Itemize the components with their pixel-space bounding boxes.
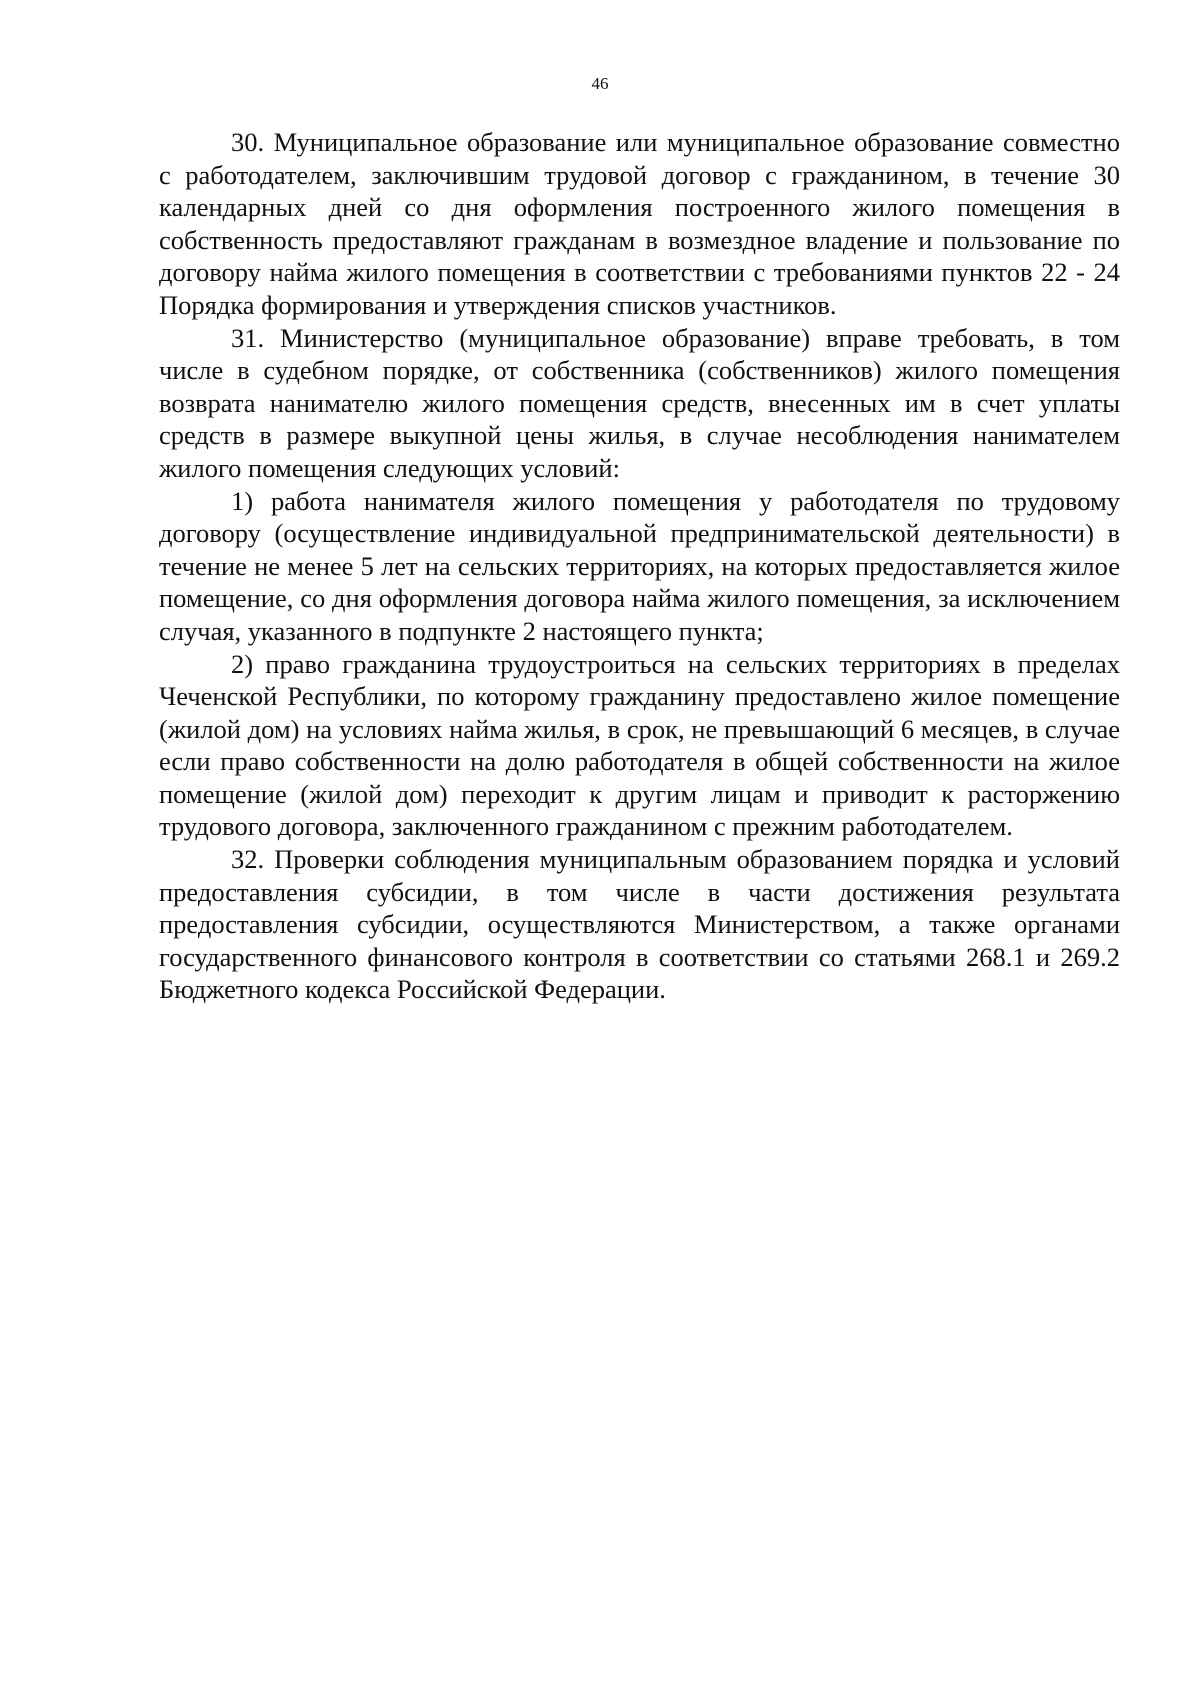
paragraph-31-subitem-1: 1) работа нанимателя жилого помещения у работодателя по трудовому договору (осуществление индивидуальной предпринимательской деятельности) в течение не менее 5 лет на сельских территориях, на которых предоставляется жилое помещение, со дня оформления договора найма жилого помещения, за исключением случая, указанного в подпункте 2 настоящего пункта; [159,485,1120,646]
paragraph-30: 30. Муниципальное образование или муниципальное образование совместно с работодателем, заключившим трудовой договор с гражданином, в течение 30 календарных дней со дня оформления построенного жилого помещения в собственность предоставляют гражданам в возмездное владение и пользование по договору найма жилого помещения в соответствии с требованиями пунктов 22 - 24 Порядка формирования и утверждения списков участников. [159,127,1120,320]
paragraph-31: 31. Министерство (муниципальное образование) вправе требовать, в том числе в судебном порядке, от собственника (собственников) жилого помещения возврата нанимателю жилого помещения средств, внесенных им в счет уплаты средств в размере выкупной цены жилья, в случае несоблюдения нанимателем жилого помещения следующих условий: [159,322,1120,483]
document-body [159,126,1120,1006]
page-number: 46 [591,74,609,93]
paragraph-31-subitem-2: 2) право гражданина трудоустроиться на сельских территориях в пределах Чеченской Республики, по которому гражданину предоставлено жилое помещение (жилой дом) на условиях найма жилья, в срок, не превышающий 6 месяцев, в случае если право собственности на долю работодателя в общей собственности на жилое помещение (жилой дом) переходит к другим лицам и приводит к расторжению трудового договора, заключенного гражданином с прежним работодателем. [159,648,1120,842]
paragraph-32: 32. Проверки соблюдения муниципальным образованием порядка и условий предоставления субсидии, в том числе в части достижения результата предоставления субсидии, осуществляются Министерством, а также органами государственного финансового контроля в соответствии со статьями 268.1 и 269.2 Бюджетного кодекса Российской Федерации. [159,844,1120,1005]
